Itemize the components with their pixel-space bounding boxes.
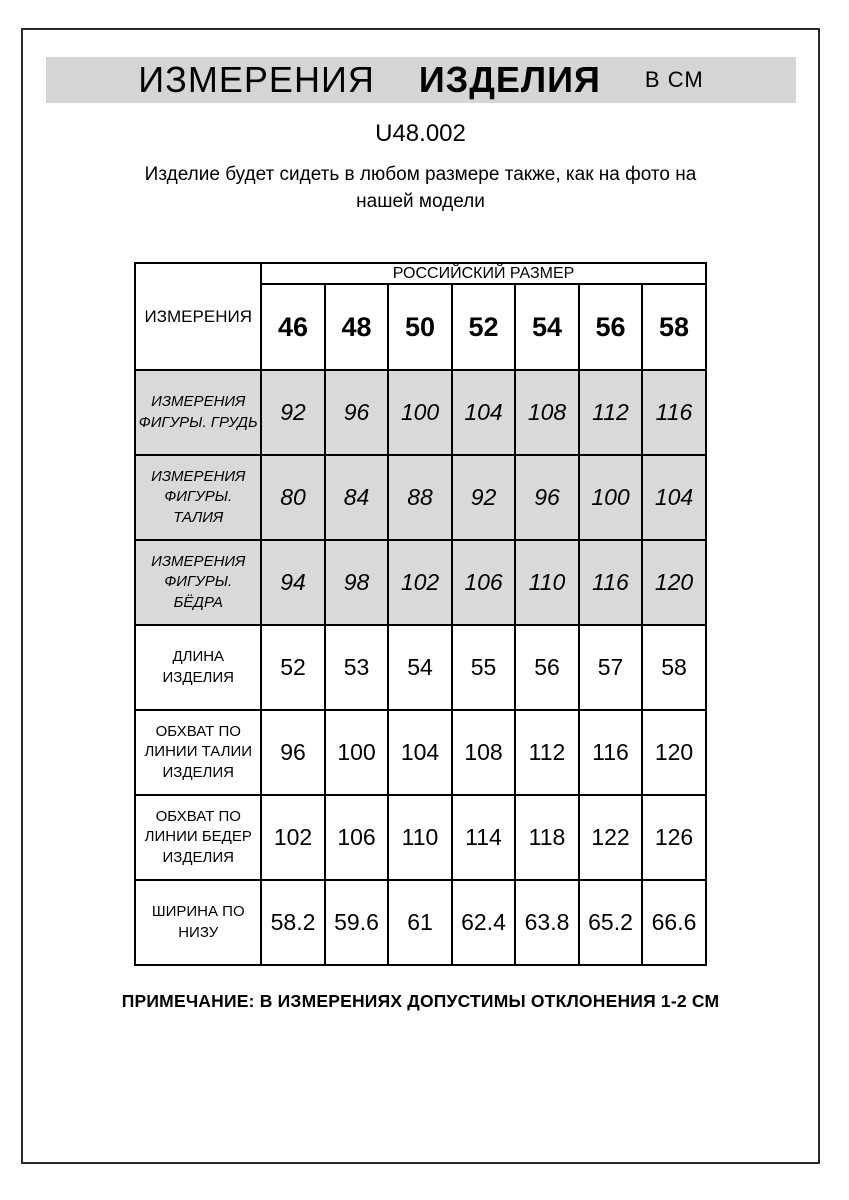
table-row: [135, 625, 706, 710]
value-cell: 100: [388, 370, 452, 455]
value-cell: 112: [579, 370, 643, 455]
value-cell: 106: [452, 540, 516, 625]
value-cell: 120: [642, 710, 706, 795]
table-row: [135, 455, 706, 540]
measurements-corner-header: ИЗМЕРЕНИЯ: [135, 263, 261, 370]
value-cell: 108: [452, 710, 516, 795]
size-column-header: 56: [579, 284, 643, 370]
value-cell: 116: [579, 710, 643, 795]
value-cell: 63.8: [515, 880, 579, 965]
value-cell: 54: [388, 625, 452, 710]
fit-description: Изделие будет сидеть в любом размере также, как на фото на нашей модели: [144, 164, 697, 212]
value-cell: 53: [325, 625, 389, 710]
value-cell: 104: [642, 455, 706, 540]
value-cell: 112: [515, 710, 579, 795]
size-column-header: 58: [642, 284, 706, 370]
table-row: [135, 880, 706, 965]
row-label: ИЗМЕРЕНИЯ ФИГУРЫ. ГРУДЬ: [135, 370, 261, 455]
russian-size-header: РОССИЙСКИЙ РАЗМЕР: [261, 263, 706, 284]
row-label: ОБХВАТ ПО ЛИНИИ БЕДЕР ИЗДЕЛИЯ: [135, 795, 261, 880]
value-cell: 65.2: [579, 880, 643, 965]
table-row: [135, 370, 706, 455]
value-cell: 88: [388, 455, 452, 540]
value-cell: 52: [261, 625, 325, 710]
value-cell: 110: [388, 795, 452, 880]
row-label: ИЗМЕРЕНИЯ ФИГУРЫ. ТАЛИЯ: [135, 455, 261, 540]
value-cell: 62.4: [452, 880, 516, 965]
value-cell: 80: [261, 455, 325, 540]
value-cell: 84: [325, 455, 389, 540]
row-label: ДЛИНА ИЗДЕЛИЯ: [135, 625, 261, 710]
value-cell: 58.2: [261, 880, 325, 965]
value-cell: 116: [642, 370, 706, 455]
value-cell: 96: [325, 370, 389, 455]
table-row: [135, 795, 706, 880]
value-cell: 122: [579, 795, 643, 880]
table-row: [135, 710, 706, 795]
size-column-header: 54: [515, 284, 579, 370]
page-title: ИЗМЕРЕНИЯ: [138, 59, 375, 100]
value-cell: 94: [261, 540, 325, 625]
value-cell: 102: [388, 540, 452, 625]
value-cell: 110: [515, 540, 579, 625]
value-cell: 57: [579, 625, 643, 710]
size-column-header: 50: [388, 284, 452, 370]
size-table: [134, 262, 707, 966]
row-label: ШИРИНА ПО НИЗУ: [135, 880, 261, 965]
value-cell: 58: [642, 625, 706, 710]
value-cell: 126: [642, 795, 706, 880]
value-cell: 96: [515, 455, 579, 540]
value-cell: 56: [515, 625, 579, 710]
value-cell: 116: [579, 540, 643, 625]
value-cell: 98: [325, 540, 389, 625]
value-cell: 102: [261, 795, 325, 880]
value-cell: 61: [388, 880, 452, 965]
title-bar: [46, 57, 796, 103]
article-number: U48.002: [375, 120, 466, 147]
value-cell: 120: [642, 540, 706, 625]
page-title-emphasis: ИЗДЕЛИЯ: [418, 59, 601, 100]
size-column-header: 52: [452, 284, 516, 370]
value-cell: 108: [515, 370, 579, 455]
size-group-row: [135, 263, 706, 284]
value-cell: 104: [452, 370, 516, 455]
value-cell: 104: [388, 710, 452, 795]
document-page: [21, 28, 820, 1164]
value-cell: 100: [325, 710, 389, 795]
size-column-header: 48: [325, 284, 389, 370]
value-cell: 66.6: [642, 880, 706, 965]
value-cell: 59.6: [325, 880, 389, 965]
value-cell: 96: [261, 710, 325, 795]
value-cell: 106: [325, 795, 389, 880]
value-cell: 114: [452, 795, 516, 880]
value-cell: 100: [579, 455, 643, 540]
value-cell: 55: [452, 625, 516, 710]
value-cell: 92: [452, 455, 516, 540]
tolerance-note: ПРИМЕЧАНИЕ: В ИЗМЕРЕНИЯХ ДОПУСТИМЫ ОТКЛОНЕНИЯ 1-2 СМ: [121, 991, 720, 1011]
value-cell: 118: [515, 795, 579, 880]
table-row: [135, 540, 706, 625]
row-label: ИЗМЕРЕНИЯ ФИГУРЫ. БЁДРА: [135, 540, 261, 625]
size-column-header: 46: [261, 284, 325, 370]
units-label: В СМ: [644, 67, 704, 92]
row-label: ОБХВАТ ПО ЛИНИИ ТАЛИИ ИЗДЕЛИЯ: [135, 710, 261, 795]
value-cell: 92: [261, 370, 325, 455]
